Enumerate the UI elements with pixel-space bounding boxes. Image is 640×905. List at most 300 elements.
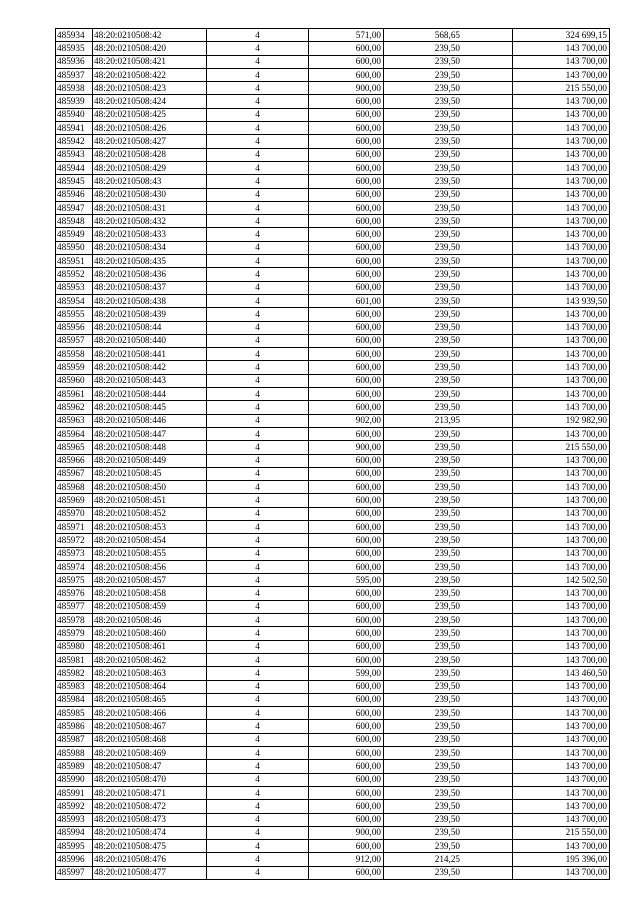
- table-row: [56, 241, 610, 254]
- row-number-cell: 485966: [56, 454, 93, 467]
- cadastral-number-cell: 48:20:0210508:439: [93, 308, 207, 321]
- row-number-cell: 485946: [56, 188, 93, 201]
- row-number-cell: 485973: [56, 547, 93, 560]
- specific-value-cell: 239,50: [384, 388, 513, 401]
- cadastral-value-cell: 143 700,00: [513, 627, 610, 640]
- cadastral-number-cell: 48:20:0210508:43: [93, 175, 207, 188]
- area-cell: 600,00: [309, 55, 384, 68]
- area-cell: 600,00: [309, 653, 384, 666]
- cadastral-value-cell: 143 700,00: [513, 321, 610, 334]
- specific-value-cell: 239,50: [384, 175, 513, 188]
- area-cell: 600,00: [309, 773, 384, 786]
- row-number-cell: 485969: [56, 494, 93, 507]
- category-cell: 4: [207, 161, 309, 174]
- category-cell: 4: [207, 374, 309, 387]
- cadastral-number-cell: 48:20:0210508:457: [93, 574, 207, 587]
- category-cell: 4: [207, 600, 309, 613]
- cadastral-value-cell: 143 700,00: [513, 680, 610, 693]
- category-cell: 4: [207, 122, 309, 135]
- cadastral-number-cell: 48:20:0210508:426: [93, 122, 207, 135]
- table-row: [56, 55, 610, 68]
- area-cell: 600,00: [309, 308, 384, 321]
- cadastral-value-cell: 143 700,00: [513, 255, 610, 268]
- row-number-cell: 485947: [56, 201, 93, 214]
- specific-value-cell: 214,25: [384, 853, 513, 866]
- row-number-cell: 485987: [56, 733, 93, 746]
- category-cell: 4: [207, 281, 309, 294]
- specific-value-cell: 239,50: [384, 161, 513, 174]
- table-row: [56, 268, 610, 281]
- cadastral-number-cell: 48:20:0210508:424: [93, 95, 207, 108]
- table-row: [56, 720, 610, 733]
- specific-value-cell: 239,50: [384, 800, 513, 813]
- specific-value-cell: 239,50: [384, 427, 513, 440]
- row-number-cell: 485995: [56, 840, 93, 853]
- cadastral-value-cell: 143 700,00: [513, 614, 610, 627]
- row-number-cell: 485951: [56, 255, 93, 268]
- cadastral-value-cell: 143 700,00: [513, 108, 610, 121]
- table-row: [56, 481, 610, 494]
- table-row: [56, 680, 610, 693]
- specific-value-cell: 213,95: [384, 414, 513, 427]
- table-row: [56, 215, 610, 228]
- category-cell: 4: [207, 534, 309, 547]
- category-cell: 4: [207, 494, 309, 507]
- table-row: [56, 707, 610, 720]
- cadastral-number-cell: 48:20:0210508:463: [93, 667, 207, 680]
- cadastral-number-cell: 48:20:0210508:46: [93, 614, 207, 627]
- cadastral-value-cell: 143 700,00: [513, 122, 610, 135]
- category-cell: 4: [207, 800, 309, 813]
- table-row: [56, 255, 610, 268]
- cadastral-value-cell: 143 700,00: [513, 374, 610, 387]
- row-number-cell: 485985: [56, 707, 93, 720]
- category-cell: 4: [207, 467, 309, 480]
- cadastral-number-cell: 48:20:0210508:452: [93, 507, 207, 520]
- row-number-cell: 485970: [56, 507, 93, 520]
- cadastral-value-cell: 195 396,00: [513, 853, 610, 866]
- cadastral-value-cell: 143 700,00: [513, 175, 610, 188]
- cadastral-number-cell: 48:20:0210508:473: [93, 813, 207, 826]
- specific-value-cell: 239,50: [384, 534, 513, 547]
- cadastral-value-cell: 143 700,00: [513, 228, 610, 241]
- table-row: [56, 361, 610, 374]
- area-cell: 600,00: [309, 201, 384, 214]
- specific-value-cell: 239,50: [384, 707, 513, 720]
- cadastral-number-cell: 48:20:0210508:438: [93, 294, 207, 307]
- table-row: [56, 108, 610, 121]
- cadastral-value-cell: 143 939,50: [513, 294, 610, 307]
- cadastral-number-cell: 48:20:0210508:434: [93, 241, 207, 254]
- table-row: [56, 653, 610, 666]
- specific-value-cell: 239,50: [384, 135, 513, 148]
- table-row: [56, 600, 610, 613]
- cadastral-value-cell: 143 700,00: [513, 720, 610, 733]
- cadastral-value-cell: 192 982,90: [513, 414, 610, 427]
- area-cell: 600,00: [309, 175, 384, 188]
- cadastral-value-cell: 143 700,00: [513, 587, 610, 600]
- row-number-cell: 485989: [56, 760, 93, 773]
- area-cell: 600,00: [309, 334, 384, 347]
- table-row: [56, 427, 610, 440]
- row-number-cell: 485992: [56, 800, 93, 813]
- cadastral-value-cell: 143 700,00: [513, 653, 610, 666]
- area-cell: 600,00: [309, 840, 384, 853]
- table-row: [56, 614, 610, 627]
- specific-value-cell: 239,50: [384, 42, 513, 55]
- cadastral-value-cell: 143 700,00: [513, 161, 610, 174]
- area-cell: 600,00: [309, 188, 384, 201]
- row-number-cell: 485959: [56, 361, 93, 374]
- area-cell: 600,00: [309, 454, 384, 467]
- area-cell: 902,00: [309, 414, 384, 427]
- cadastral-number-cell: 48:20:0210508:433: [93, 228, 207, 241]
- category-cell: 4: [207, 547, 309, 560]
- cadastral-value-cell: 143 700,00: [513, 760, 610, 773]
- row-number-cell: 485934: [56, 29, 93, 42]
- area-cell: 600,00: [309, 95, 384, 108]
- area-cell: 600,00: [309, 747, 384, 760]
- specific-value-cell: 239,50: [384, 520, 513, 533]
- category-cell: 4: [207, 574, 309, 587]
- area-cell: 600,00: [309, 693, 384, 706]
- cadastral-number-cell: 48:20:0210508:451: [93, 494, 207, 507]
- category-cell: 4: [207, 866, 309, 879]
- area-cell: 600,00: [309, 560, 384, 573]
- cadastral-number-cell: 48:20:0210508:464: [93, 680, 207, 693]
- specific-value-cell: 239,50: [384, 281, 513, 294]
- specific-value-cell: 239,50: [384, 122, 513, 135]
- cadastral-number-cell: 48:20:0210508:420: [93, 42, 207, 55]
- table-row: [56, 441, 610, 454]
- cadastral-value-cell: 143 700,00: [513, 600, 610, 613]
- row-number-cell: 485977: [56, 600, 93, 613]
- area-cell: 600,00: [309, 42, 384, 55]
- cadastral-value-cell: 143 700,00: [513, 135, 610, 148]
- area-cell: 600,00: [309, 401, 384, 414]
- specific-value-cell: 239,50: [384, 334, 513, 347]
- row-number-cell: 485961: [56, 388, 93, 401]
- specific-value-cell: 239,50: [384, 467, 513, 480]
- cadastral-number-cell: 48:20:0210508:469: [93, 747, 207, 760]
- specific-value-cell: 239,50: [384, 321, 513, 334]
- cadastral-number-cell: 48:20:0210508:446: [93, 414, 207, 427]
- specific-value-cell: 239,50: [384, 667, 513, 680]
- category-cell: 4: [207, 348, 309, 361]
- specific-value-cell: 239,50: [384, 401, 513, 414]
- cadastral-number-cell: 48:20:0210508:459: [93, 600, 207, 613]
- cadastral-value-cell: 143 700,00: [513, 148, 610, 161]
- table-row: [56, 348, 610, 361]
- table-row: [56, 693, 610, 706]
- specific-value-cell: 239,50: [384, 454, 513, 467]
- area-cell: 600,00: [309, 786, 384, 799]
- category-cell: 4: [207, 82, 309, 95]
- area-cell: 600,00: [309, 161, 384, 174]
- cadastral-value-cell: 143 700,00: [513, 707, 610, 720]
- row-number-cell: 485957: [56, 334, 93, 347]
- cadastral-number-cell: 48:20:0210508:467: [93, 720, 207, 733]
- area-cell: 599,00: [309, 667, 384, 680]
- specific-value-cell: 239,50: [384, 600, 513, 613]
- area-cell: 601,00: [309, 294, 384, 307]
- specific-value-cell: 239,50: [384, 773, 513, 786]
- area-cell: 600,00: [309, 122, 384, 135]
- category-cell: 4: [207, 228, 309, 241]
- area-cell: 600,00: [309, 281, 384, 294]
- row-number-cell: 485954: [56, 294, 93, 307]
- specific-value-cell: 239,50: [384, 188, 513, 201]
- cadastral-number-cell: 48:20:0210508:461: [93, 640, 207, 653]
- row-number-cell: 485940: [56, 108, 93, 121]
- area-cell: 600,00: [309, 241, 384, 254]
- cadastral-number-cell: 48:20:0210508:465: [93, 693, 207, 706]
- table-row: [56, 308, 610, 321]
- cadastral-number-cell: 48:20:0210508:458: [93, 587, 207, 600]
- category-cell: 4: [207, 520, 309, 533]
- category-cell: 4: [207, 241, 309, 254]
- row-number-cell: 485982: [56, 667, 93, 680]
- specific-value-cell: 239,50: [384, 82, 513, 95]
- cadastral-number-cell: 48:20:0210508:422: [93, 68, 207, 81]
- area-cell: 600,00: [309, 627, 384, 640]
- specific-value-cell: 239,50: [384, 201, 513, 214]
- table-row: [56, 667, 610, 680]
- category-cell: 4: [207, 108, 309, 121]
- table-row: [56, 122, 610, 135]
- area-cell: 600,00: [309, 707, 384, 720]
- table-row: [56, 401, 610, 414]
- category-cell: 4: [207, 361, 309, 374]
- cadastral-value-cell: 143 700,00: [513, 494, 610, 507]
- table-row: [56, 547, 610, 560]
- table-row: [56, 188, 610, 201]
- specific-value-cell: 239,50: [384, 55, 513, 68]
- table-row: [56, 294, 610, 307]
- area-cell: 600,00: [309, 866, 384, 879]
- specific-value-cell: 568,65: [384, 29, 513, 42]
- specific-value-cell: 239,50: [384, 441, 513, 454]
- cadastral-number-cell: 48:20:0210508:436: [93, 268, 207, 281]
- area-cell: 600,00: [309, 587, 384, 600]
- category-cell: 4: [207, 334, 309, 347]
- table-row: [56, 321, 610, 334]
- specific-value-cell: 239,50: [384, 747, 513, 760]
- specific-value-cell: 239,50: [384, 374, 513, 387]
- category-cell: 4: [207, 840, 309, 853]
- cadastral-value-cell: 143 700,00: [513, 55, 610, 68]
- area-cell: 900,00: [309, 826, 384, 839]
- area-cell: 900,00: [309, 82, 384, 95]
- specific-value-cell: 239,50: [384, 228, 513, 241]
- area-cell: 600,00: [309, 68, 384, 81]
- cadastral-value-cell: 143 700,00: [513, 520, 610, 533]
- category-cell: 4: [207, 614, 309, 627]
- specific-value-cell: 239,50: [384, 614, 513, 627]
- row-number-cell: 485942: [56, 135, 93, 148]
- cadastral-number-cell: 48:20:0210508:427: [93, 135, 207, 148]
- specific-value-cell: 239,50: [384, 760, 513, 773]
- specific-value-cell: 239,50: [384, 215, 513, 228]
- specific-value-cell: 239,50: [384, 481, 513, 494]
- specific-value-cell: 239,50: [384, 255, 513, 268]
- row-number-cell: 485988: [56, 747, 93, 760]
- area-cell: 600,00: [309, 255, 384, 268]
- cadastral-value-cell: 143 700,00: [513, 201, 610, 214]
- row-number-cell: 485965: [56, 441, 93, 454]
- cadastral-number-cell: 48:20:0210508:440: [93, 334, 207, 347]
- cadastral-number-cell: 48:20:0210508:444: [93, 388, 207, 401]
- specific-value-cell: 239,50: [384, 68, 513, 81]
- area-cell: 600,00: [309, 361, 384, 374]
- document-page: [55, 28, 609, 880]
- row-number-cell: 485955: [56, 308, 93, 321]
- category-cell: 4: [207, 853, 309, 866]
- table-row: [56, 813, 610, 826]
- area-cell: 600,00: [309, 348, 384, 361]
- cadastral-number-cell: 48:20:0210508:460: [93, 627, 207, 640]
- table-row: [56, 866, 610, 879]
- area-cell: 600,00: [309, 388, 384, 401]
- table-row: [56, 587, 610, 600]
- area-cell: 600,00: [309, 321, 384, 334]
- area-cell: 900,00: [309, 441, 384, 454]
- cadastral-value-cell: 143 700,00: [513, 334, 610, 347]
- cadastral-value-cell: 143 700,00: [513, 427, 610, 440]
- category-cell: 4: [207, 773, 309, 786]
- cadastral-number-cell: 48:20:0210508:462: [93, 653, 207, 666]
- row-number-cell: 485994: [56, 826, 93, 839]
- specific-value-cell: 239,50: [384, 786, 513, 799]
- cadastral-number-cell: 48:20:0210508:441: [93, 348, 207, 361]
- category-cell: 4: [207, 653, 309, 666]
- category-cell: 4: [207, 308, 309, 321]
- specific-value-cell: 239,50: [384, 693, 513, 706]
- area-cell: 600,00: [309, 467, 384, 480]
- cadastral-value-cell: 324 699,15: [513, 29, 610, 42]
- table-row: [56, 388, 610, 401]
- specific-value-cell: 239,50: [384, 348, 513, 361]
- table-row: [56, 773, 610, 786]
- row-number-cell: 485979: [56, 627, 93, 640]
- table-row: [56, 281, 610, 294]
- cadastral-number-cell: 48:20:0210508:476: [93, 853, 207, 866]
- cadastral-value-cell: 143 700,00: [513, 733, 610, 746]
- row-number-cell: 485978: [56, 614, 93, 627]
- row-number-cell: 485949: [56, 228, 93, 241]
- table-row: [56, 228, 610, 241]
- category-cell: 4: [207, 414, 309, 427]
- area-cell: 600,00: [309, 640, 384, 653]
- row-number-cell: 485986: [56, 720, 93, 733]
- cadastral-value-cell: 215 550,00: [513, 82, 610, 95]
- category-cell: 4: [207, 148, 309, 161]
- cadastral-number-cell: 48:20:0210508:421: [93, 55, 207, 68]
- specific-value-cell: 239,50: [384, 560, 513, 573]
- specific-value-cell: 239,50: [384, 587, 513, 600]
- category-cell: 4: [207, 95, 309, 108]
- area-cell: 600,00: [309, 520, 384, 533]
- row-number-cell: 485975: [56, 574, 93, 587]
- specific-value-cell: 239,50: [384, 308, 513, 321]
- area-cell: 600,00: [309, 135, 384, 148]
- category-cell: 4: [207, 786, 309, 799]
- area-cell: 600,00: [309, 800, 384, 813]
- specific-value-cell: 239,50: [384, 640, 513, 653]
- category-cell: 4: [207, 268, 309, 281]
- cadastral-number-cell: 48:20:0210508:423: [93, 82, 207, 95]
- table-row: [56, 175, 610, 188]
- cadastral-number-cell: 48:20:0210508:466: [93, 707, 207, 720]
- category-cell: 4: [207, 733, 309, 746]
- cadastral-value-cell: 143 700,00: [513, 786, 610, 799]
- category-cell: 4: [207, 693, 309, 706]
- row-number-cell: 485980: [56, 640, 93, 653]
- area-cell: 600,00: [309, 228, 384, 241]
- cadastral-number-cell: 48:20:0210508:455: [93, 547, 207, 560]
- area-cell: 912,00: [309, 853, 384, 866]
- category-cell: 4: [207, 813, 309, 826]
- cadastral-number-cell: 48:20:0210508:45: [93, 467, 207, 480]
- category-cell: 4: [207, 321, 309, 334]
- row-number-cell: 485996: [56, 853, 93, 866]
- category-cell: 4: [207, 427, 309, 440]
- category-cell: 4: [207, 826, 309, 839]
- row-number-cell: 485956: [56, 321, 93, 334]
- cadastral-number-cell: 48:20:0210508:471: [93, 786, 207, 799]
- row-number-cell: 485936: [56, 55, 93, 68]
- cadastral-value-cell: 143 700,00: [513, 840, 610, 853]
- row-number-cell: 485991: [56, 786, 93, 799]
- table-row: [56, 627, 610, 640]
- cadastral-value-cell: 143 700,00: [513, 773, 610, 786]
- row-number-cell: 485948: [56, 215, 93, 228]
- category-cell: 4: [207, 441, 309, 454]
- area-cell: 600,00: [309, 148, 384, 161]
- cadastral-value-cell: 143 700,00: [513, 361, 610, 374]
- specific-value-cell: 239,50: [384, 866, 513, 879]
- cadastral-number-cell: 48:20:0210508:449: [93, 454, 207, 467]
- cadastral-number-cell: 48:20:0210508:429: [93, 161, 207, 174]
- cadastral-value-cell: 143 700,00: [513, 547, 610, 560]
- specific-value-cell: 239,50: [384, 813, 513, 826]
- category-cell: 4: [207, 29, 309, 42]
- cadastral-value-cell: 143 700,00: [513, 401, 610, 414]
- category-cell: 4: [207, 587, 309, 600]
- area-cell: 600,00: [309, 547, 384, 560]
- cadastral-value-cell: 143 700,00: [513, 388, 610, 401]
- specific-value-cell: 239,50: [384, 361, 513, 374]
- category-cell: 4: [207, 68, 309, 81]
- row-number-cell: 485997: [56, 866, 93, 879]
- table-row: [56, 747, 610, 760]
- table-row: [56, 507, 610, 520]
- table-row: [56, 42, 610, 55]
- cadastral-value-cell: 143 700,00: [513, 747, 610, 760]
- cadastral-value-cell: 143 700,00: [513, 467, 610, 480]
- cadastral-value-cell: 143 700,00: [513, 42, 610, 55]
- table-row: [56, 826, 610, 839]
- cadastral-number-cell: 48:20:0210508:447: [93, 427, 207, 440]
- row-number-cell: 485944: [56, 161, 93, 174]
- category-cell: 4: [207, 627, 309, 640]
- cadastral-value-cell: 143 700,00: [513, 68, 610, 81]
- row-number-cell: 485941: [56, 122, 93, 135]
- table-row: [56, 467, 610, 480]
- area-cell: 600,00: [309, 760, 384, 773]
- row-number-cell: 485984: [56, 693, 93, 706]
- area-cell: 600,00: [309, 720, 384, 733]
